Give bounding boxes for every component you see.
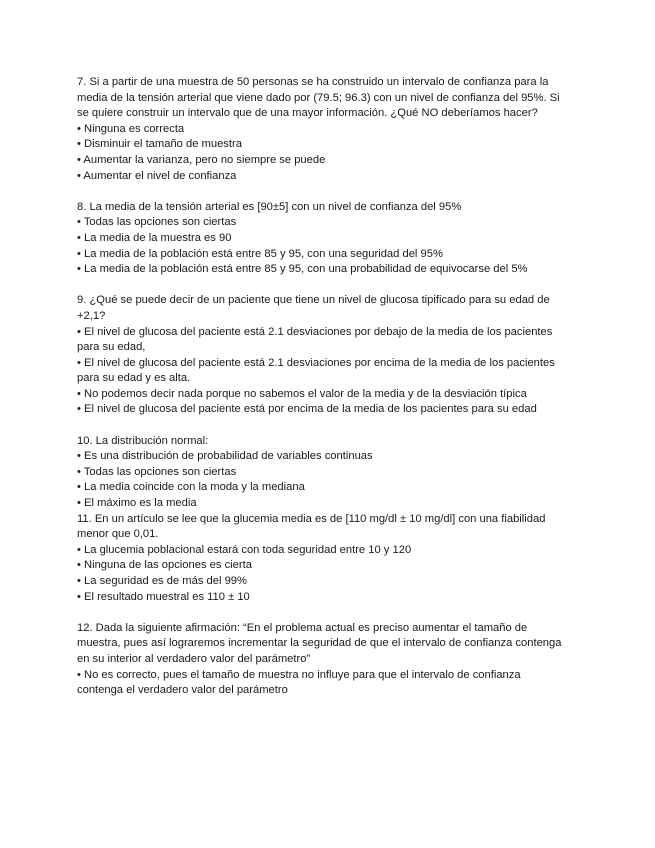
answer-option: • Ninguna de las opciones es cierta <box>77 559 252 572</box>
answer-option: • La media de la muestra es 90 <box>77 231 232 244</box>
answer-option: • Todas las opciones son ciertas <box>77 465 237 478</box>
question-text: 7. Si a partir de una muestra de 50 personas se ha construido un intervalo de confianza para la media de la tensión arterial que viene dado por (79.5; 96.3) con un nivel de confianza del 95%. Si se quiere construir un intervalo que de una mayor información. ¿Qué NO deberíamos hacer? <box>77 76 560 120</box>
answer-option: • Ninguna es correcta <box>77 122 185 135</box>
answer-option: • Aumentar el nivel de confianza <box>77 169 237 182</box>
answer-option: • El nivel de glucosa del paciente está 2.1 desviaciones por encima de la media de los pacientes para su edad y es alta. <box>77 356 555 385</box>
answer-option: • La seguridad es de más del 99% <box>77 575 247 587</box>
answer-option: • Aumentar la varianza, pero no siempre se puede <box>77 153 326 166</box>
answer-option: • El nivel de glucosa del paciente está 2.1 desviaciones por debajo de la media de los pacientes para su edad, <box>77 325 553 354</box>
answer-option: • El resultado muestral es 110 ± 10 <box>77 590 250 603</box>
answer-option: • Es una distribución de probabilidad de variables continuas <box>77 450 373 463</box>
question-text: 10. La distribución normal: <box>77 434 209 447</box>
question-text: 11. En un artículo se lee que la glucemia media es de [110 mg/dl ± 10 mg/dl] con una fiabilidad menor que 0,01. <box>77 512 546 541</box>
answer-option: • Disminuir el tamaño de muestra <box>77 138 242 151</box>
question-11 <box>77 512 567 606</box>
answer-option: • Todas las opciones son ciertas <box>77 216 237 229</box>
question-7 <box>77 75 567 184</box>
question-9 <box>77 293 567 418</box>
answer-option: • No podemos decir nada porque no sabemos el valor de la media y de la desviación típica <box>77 387 527 400</box>
question-12 <box>77 621 567 699</box>
question-8 <box>77 200 567 278</box>
answer-option: • La glucemia poblacional estará con toda seguridad entre 10 y 120 <box>77 543 412 556</box>
answer-option: • La media de la población está entre 85 y 95, con una seguridad del 95% <box>77 247 443 260</box>
answer-option: • El máximo es la media <box>77 497 197 510</box>
answer-option: • La media coincide con la moda y la mediana <box>77 481 305 494</box>
question-text: 8. La media de la tensión arterial es [90±5] con un nivel de confianza del 95% <box>77 200 462 213</box>
answer-option: • No es correcto, pues el tamaño de muestra no influye para que el intervalo de confianza contenga el verdadero valor del parámetro <box>77 668 521 697</box>
question-10 <box>77 434 567 512</box>
document-content <box>77 75 567 699</box>
answer-option: • El nivel de glucosa del paciente está por encima de la media de los pacientes para su edad <box>77 403 537 416</box>
question-text: 9. ¿Qué se puede decir de un paciente que tiene un nivel de glucosa tipificado para su edad de +2,1? <box>77 294 550 322</box>
answer-option: • La media de la población está entre 85 y 95, con una probabilidad de equivocarse del 5% <box>77 263 528 276</box>
question-text: 12. Dada la siguiente afirmación: “En el problema actual es preciso aumentar el tamaño de muestra, pues así lograremos incrementar la seguridad de que el intervalo de confianza contenga en su interior al verdadero valor del parámetro” <box>77 621 562 665</box>
